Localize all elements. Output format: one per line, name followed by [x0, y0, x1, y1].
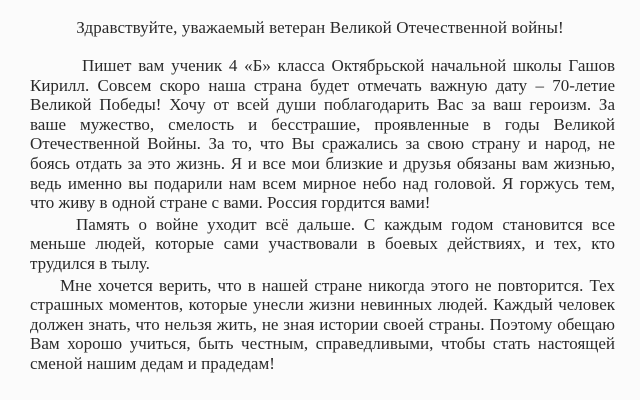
letter-body: [30, 56, 615, 374]
letter-title: Здравствуйте, уважаемый ветеран Великой Отечественной войны!: [76, 18, 564, 37]
paragraph-3: Мне хочется верить, что в нашей стране никогда этого не повторится. Тех страшных моментов, которые унесли жизни невинных людей. Каждый человек должен знать, что нельзя жить, не зная истории своей страны. Поэтому обещаю Вам хорошо учиться, быть честным, справедливыми, чтобы стать настоящей сменой нашим дедам и прадедам!: [30, 275, 615, 373]
paragraph-1: Пишет вам ученик 4 «Б» класса Октябрьской начальной школы Гашов Кирилл. Совсем скоро наша страна будет отмечать важную дату – 70-летие Великой Победы! Хочу от всей души поблагодарить Вас за ваш героизм. За ваше мужество, смелость и бесстрашие, проявленные в годы Великой Отечественной Войны. За то, что Вы сражались за свою страну и народ, не боясь отдать за это жизнь. Я и все мои близкие и друзья обязаны вам жизнью, ведь именно вы подарили нам всем мирное небо над головой. Я горжусь тем, что живу в одной стране с вами. Россия гордится вами!: [30, 56, 615, 213]
paragraph-2: Память о войне уходит всё дальше. С каждым годом становится все меньше людей, которые сами участвовали в боевых действиях, и тех, кто трудился в тылу.: [30, 214, 615, 273]
